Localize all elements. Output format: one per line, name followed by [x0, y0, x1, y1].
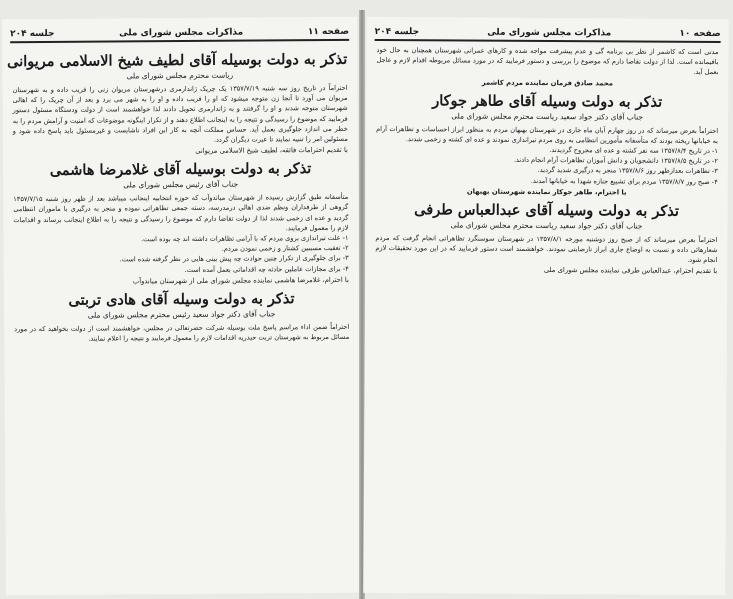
section-salutation: جناب آقای دکتر جواد سعید ریاست محترم مجلس شورای ملی: [451, 111, 644, 122]
section-salutation: جناب آقای دکتر جواد سعید رئیس محترم مجلس شورای ملی: [87, 309, 276, 320]
right-page-content: [373, 45, 718, 589]
list-item: ۴- صبح روز ۱۳۵۷/۸/۷ مردم برای تشییع جنازه شهدا به خیابانها آمدند.: [530, 176, 718, 186]
section-title: تذکر به دولت بوسیله آقای لطیف شیخ الاسلامی مریوانی: [7, 50, 348, 71]
intro-signature: محمد صادق فرمان نماینده مردم کاشمر: [481, 78, 613, 88]
section-title: تذکر به دولت وسیله آقای عبدالعباس طرفی: [414, 201, 679, 220]
section-signature: با احترام، طاهر جوکار نماینده شهرستان بهبهان: [466, 187, 627, 197]
list-item: ۱- در تاریخ ۱۳۵۷/۸/۴ سه نفر کشته و عده ای مجروح گردیدند.: [549, 146, 718, 156]
right-page: [363, 17, 729, 595]
section-title: تذکر به دولت وسیله آقای هادی تربتی: [68, 290, 295, 309]
list-item: ۱- علت تیراندازی بروی مردم که با آرامی تظاهرات داشته اند چه بوده است.: [141, 233, 349, 244]
list-item: ۴- برای مجازات عاملین حادثه چه اقداماتی بعمل آمده است.: [184, 264, 349, 274]
left-page: [2, 17, 361, 595]
list-item: ۲- در تاریخ ۱۳۵۷/۸/۵ دانشجویان و دانش آموزان تظاهرات آرام انجام دادند.: [513, 156, 718, 166]
right-page-number: صفحه ۱۰: [679, 28, 721, 40]
section-title: تذکر به دولت بوسیله آقای غلامرضا هاشمی: [49, 160, 312, 180]
list-item: ۳- تظاهرات بعدازظهر روز ۱۳۵۷/۸/۶ منجر به درگیری شدید گردید.: [537, 166, 718, 176]
section-items: [14, 233, 349, 276]
section-salutation: جناب آقای رئیس مجلس شورای ملی: [123, 179, 239, 190]
list-item: ۳- برای جلوگیری از تکرار چنین حوادث چه پیش بینی هایی در نظر گرفته شده است.: [119, 254, 349, 264]
section-body: احتراماً بعرض میرساند که در روز چهارم آبان ماه جاری در شهرستان بهبهان مردم به منظور ابراز احساسات و تظاهرات آرام به خیابانها ریخته بودند که متأسفانه مأمورین انتظامی به روی مردم تیراندازی نمودند و عده ای کشته و زخمی شدند.: [376, 124, 719, 145]
section-body: متأسفانه طبق گزارش رسیده از شهرستان میاندوآب که حوزه انتخابیه اینجانب میباشد بعد از ظهر روز شنبه ۱۳۵۷/۷/۱۵ گروهی از طرفداران ونظم ضدی اهالی درمدرسه، دسته جمعی تظاهراتی نموده و منجر به درگیری با ماموران انتظامی گردید و عده ای زخمی شدند لذا از دولت تقاضا دارم که موضوع را رسیدگی و نتیجه را به اطلاع اینجانب برساند و اقدامات لازم را معمول فرمایند.: [13, 193, 349, 233]
left-page-content: [7, 45, 351, 589]
left-page-header: [10, 25, 349, 43]
left-header-section: مذاکرات مجلس شورای ملی: [119, 27, 244, 39]
left-page-number: صفحه ۱۱: [307, 26, 350, 38]
right-page-header: [375, 25, 721, 43]
section-body: احتراماً بعرض میرساند که از صبح روز دوشنبه مورخه ۱۳۵۷/۸/۱ در شهرستان سوسنگرد تظاهراتی انجام گرفت که مردم شعارهائی داده و نسبت به اوضاع جاری ابراز نارضایتی نمودند. خواهشمند است دستور فرمایید که در این مورد تحقیقات لازم انجام شود.: [375, 233, 718, 265]
section-body: احتراماً ضمن اداء مراسم پاسخ ملت بوسیله شرکت حضرتعالی در مجلس، خواهشمند است از دولت بخواهید که در مورد مسائل مربوط به شهرستان تربت حیدریه اقدامات لازم را معمول فرمایند و نتیجه را اعلام نمایند.: [14, 322, 350, 343]
list-item: ۲- تعقیب مسببین کشتار و زخمی نمودن مردم.: [221, 244, 349, 253]
right-header-session: جلسه ۲۰۴: [374, 26, 420, 38]
section-body: احتراماً در تاریخ روز سه شنبه ۱۳۵۷/۷/۱۹ یک چریک ژاندارمری درشهرستان مریوان زنی را فریب داده و به شهرستان مریوان می آورد تا آنجا زن متوجه میشود که او را فریب داده و او را به شهر می برد و بعد از آن چریک را که اهالی شهرستان متوجه شدند و او را گرفتند و به ژاندارمری تحویل دادند لذا خواهشمند است از دولت ودستگاه مسئول دستور فرمایید که موضوع را رسیدگی و نتیجه را به اینجانب اطلاع دهند و از تکرار اینگونه موضوعات که امنیت و آرامش مردم را به خطر می اندازد جلوگیری بعمل آید. حساس مملکت آنچه به کار این افراد ناشایست و غیرمسئول باید پاسخ داده شود و مسئولین امر را تنبیه نمایند تا عبرت دیگران گردد.: [12, 83, 348, 144]
right-header-section: مذاکرات مجلس شورای ملی: [487, 27, 612, 39]
section-signature: با تقدیم احترام، عبدالعباس طرفی نماینده مجلس شورای ملی: [543, 266, 718, 276]
section-salutation: جناب آقای دکتر جواد سعید ریاست محترم مجلس شورای ملی: [450, 220, 643, 231]
left-header-session: جلسه ۲۰۴: [10, 28, 55, 40]
section-signature: با احترام، غلامرضا هاشمی نماینده مجلس شورای ملی از شهرستان میاندوآب: [132, 275, 349, 286]
section-salutation: ریاست محترم مجلس شورای ملی: [126, 70, 234, 81]
intro-body: مدتی است که کاشمر از نظر بی برنامه گی و عدم پیشرفت مواجه شده و کارهای عمرانی شهرستان همچنان به حال خود باقیمانده است. لذا از دولت تقاضا دارم که موضوع را بررسی و دستور فرمایید که در مورد مسائل مربوطه اقدام لازم و عاجل بعمل آید.: [376, 45, 719, 77]
section-signature: با تقدیم احترامات فائقه، لطیف شیخ الاسلامی مریوانی: [195, 146, 348, 156]
section-items: [376, 144, 718, 187]
section-title: تذکر به دولت وسیله آقای طاهر جوکار: [432, 91, 663, 111]
